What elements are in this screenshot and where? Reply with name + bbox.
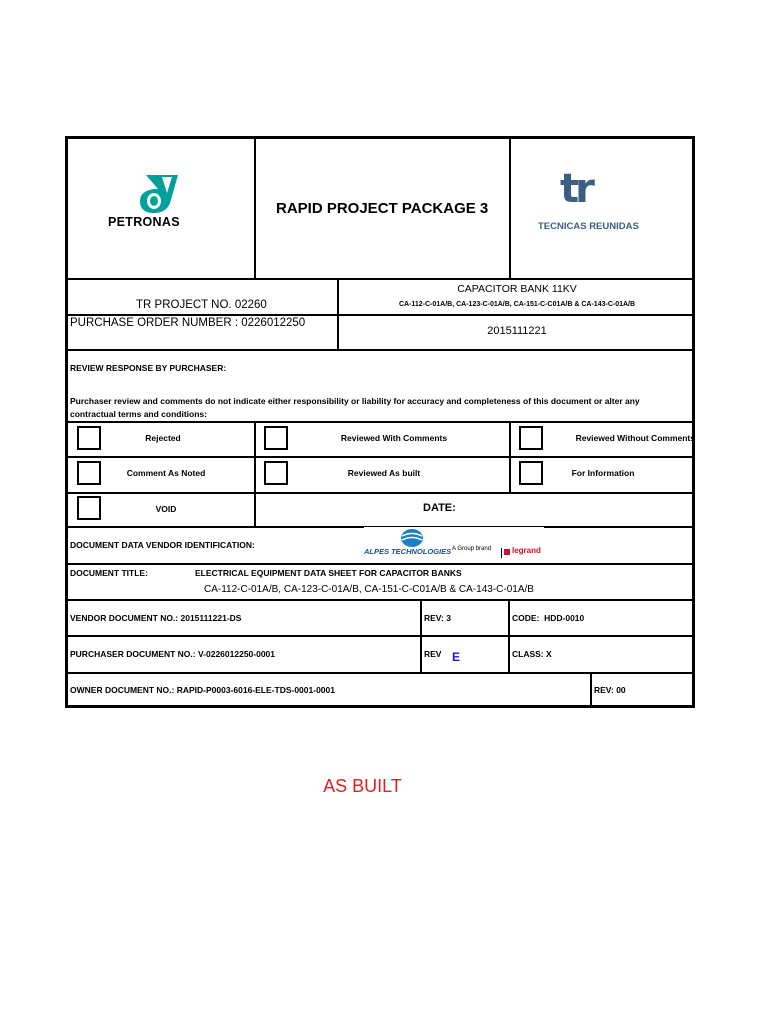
page-title: RAPID PROJECT PACKAGE 3 bbox=[276, 200, 489, 217]
grid-line bbox=[68, 349, 695, 351]
grid-line bbox=[509, 421, 511, 494]
grid-line bbox=[68, 456, 695, 458]
document-title-line1: ELECTRICAL EQUIPMENT DATA SHEET FOR CAPACITOR BANKS bbox=[195, 568, 462, 578]
document-title-line2: CA-112-C-01A/B, CA-123-C-01A/B, CA-151-C-C01A/B & CA-143-C-01A/B bbox=[204, 584, 534, 595]
group-brand-text: A Group brand bbox=[452, 546, 492, 552]
grid-line bbox=[254, 421, 256, 528]
reviewed-without-comments-label: Reviewed Without Comments bbox=[575, 433, 695, 443]
void-checkbox[interactable] bbox=[77, 496, 101, 520]
comment-as-noted-label: Comment As Noted bbox=[126, 468, 206, 478]
reviewed-as-built-label: Reviewed As built bbox=[347, 468, 421, 478]
purchaser-document-number: PURCHASER DOCUMENT NO.: V-0226012250-0001 bbox=[70, 649, 276, 659]
grid-line bbox=[254, 139, 256, 280]
grid-line bbox=[590, 672, 592, 708]
vendor-document-number: VENDOR DOCUMENT NO.: 2015111221-DS bbox=[70, 613, 242, 623]
document-number: 2015111221 bbox=[487, 325, 547, 337]
date-label: DATE: bbox=[423, 502, 456, 514]
tr-logo-text: TECNICAS REUNIDAS bbox=[538, 221, 639, 232]
reviewed-as-built-checkbox[interactable] bbox=[264, 461, 288, 485]
vendor-logo bbox=[364, 527, 544, 563]
for-information-label: For Information bbox=[571, 468, 635, 478]
rejected-checkbox[interactable] bbox=[77, 426, 101, 450]
grid-line bbox=[68, 635, 695, 637]
as-built-stamp: AS BUILT bbox=[323, 776, 402, 796]
rejected-label: Rejected bbox=[145, 433, 181, 443]
vendor-identification-label: DOCUMENT DATA VENDOR IDENTIFICATION: bbox=[70, 540, 255, 550]
purchaser-rev-value: E bbox=[452, 650, 461, 664]
document-cover-sheet bbox=[65, 136, 695, 708]
grid-line bbox=[420, 599, 422, 672]
tr-logo-icon: tr bbox=[560, 166, 591, 212]
grid-line bbox=[68, 314, 695, 316]
owner-rev: REV: 00 bbox=[594, 685, 626, 695]
purchaser-rev-label: REV bbox=[424, 649, 442, 659]
code-value: CODE: HDD-0010 bbox=[512, 613, 585, 623]
alpes-globe-icon bbox=[400, 528, 424, 548]
petronas-logo-cell bbox=[68, 139, 254, 278]
grid-line bbox=[68, 421, 695, 423]
owner-document-number: OWNER DOCUMENT NO.: RAPID-P0003-6016-ELE-TDS-0001-0001 bbox=[70, 685, 335, 695]
legrand-mark-icon bbox=[504, 549, 510, 555]
reviewed-without-comments-checkbox[interactable] bbox=[519, 426, 543, 450]
reviewed-with-comments-checkbox[interactable] bbox=[264, 426, 288, 450]
purchase-order-number: PURCHASE ORDER NUMBER : 0226012250 bbox=[70, 317, 306, 329]
review-heading: REVIEW RESPONSE BY PURCHASER: bbox=[70, 363, 227, 373]
grid-line bbox=[68, 599, 695, 601]
legrand-logo-text: legrand bbox=[512, 546, 541, 555]
review-disclaimer: Purchaser review and comments do not indicate either responsibility or liability for accuracy and completeness of this document or alter any contractual terms and conditions: bbox=[70, 396, 640, 419]
grid-line bbox=[68, 278, 695, 280]
equipment-tags: CA-112-C-01A/B, CA-123-C-01A/B, CA-151-C-C01A/B & CA-143-C-01A/B bbox=[398, 301, 636, 308]
equipment-title: CAPACITOR BANK 11KV bbox=[457, 283, 577, 295]
logo-divider bbox=[501, 548, 502, 558]
alpes-logo-text: ALPES TECHNOLOGIES bbox=[364, 547, 452, 556]
tr-project-number: TR PROJECT NO. 02260 bbox=[136, 299, 267, 311]
petronas-logo-icon bbox=[132, 169, 188, 215]
class-value: CLASS: X bbox=[512, 649, 552, 659]
reviewed-with-comments-label: Reviewed With Comments bbox=[340, 433, 448, 443]
void-label: VOID bbox=[155, 504, 177, 514]
document-title-label: DOCUMENT TITLE: bbox=[70, 568, 148, 578]
petronas-logo-text: PETRONAS bbox=[108, 215, 180, 229]
comment-as-noted-checkbox[interactable] bbox=[77, 461, 101, 485]
grid-line bbox=[68, 492, 695, 494]
grid-line bbox=[68, 672, 695, 674]
vendor-rev: REV: 3 bbox=[424, 613, 451, 623]
for-information-checkbox[interactable] bbox=[519, 461, 543, 485]
grid-line bbox=[508, 599, 510, 672]
tecnicas-reunidas-logo-cell bbox=[511, 139, 695, 278]
grid-line bbox=[68, 563, 695, 565]
